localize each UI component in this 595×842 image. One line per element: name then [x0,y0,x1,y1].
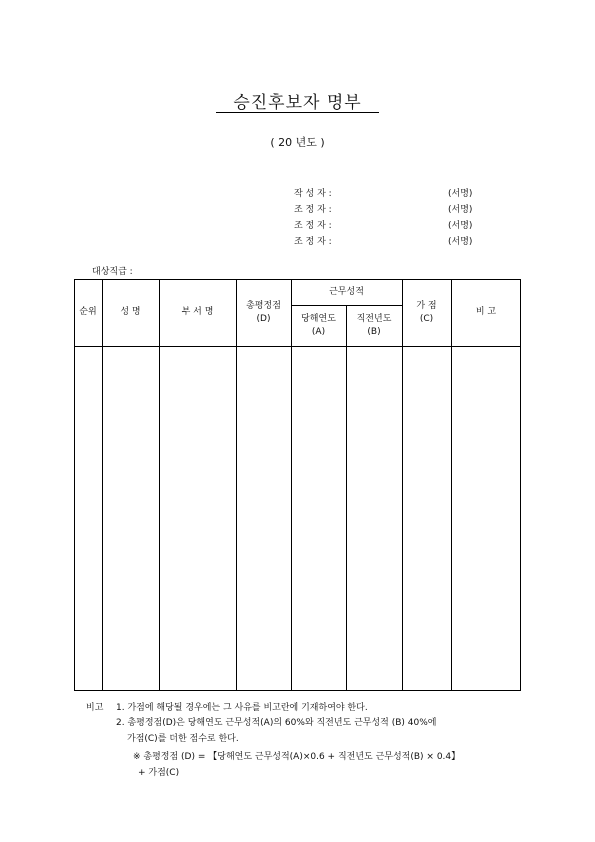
header-current-year [291,305,346,346]
header-total-score [236,279,291,346]
header-previous-year-label: 직전년도 [356,313,392,324]
signer-role: 조 정 자 : [294,237,332,247]
signer-row [294,234,494,248]
header-total-score-code: (D) [256,313,271,324]
note-line-3: 가점(C)를 더한 점수로 한다. [127,734,239,744]
target-grade-label: 대상직급 : [92,267,133,277]
formula-line-continued: + 가점(C) [138,768,180,778]
page-title: 승진후보자 명부 [233,93,362,113]
signature-seal: (서명) [448,189,473,199]
signature-seal: (서명) [448,205,473,215]
signature-seal: (서명) [448,237,473,247]
signer-role: 조 정 자 : [294,221,332,231]
column-divider [346,305,347,691]
header-bonus-code: (C) [419,313,434,324]
header-name: 성 명 [120,307,141,317]
header-current-year-label: 당해연도 [301,313,336,324]
header-remarks: 비 고 [475,307,497,317]
header-work-performance: 근무성적 [329,286,364,297]
header-total-score-label: 총평정점 [246,300,281,311]
header-department: 부 서 명 [181,307,214,317]
signer-row [294,186,494,200]
note-line-1: 1. 가점에 해당될 경우에는 그 사유를 비고란에 기재하여야 한다. [116,703,368,713]
year-line: ( 20 년도 ) [270,136,325,149]
note-line-2: 2. 총평정점(D)은 당해연도 근무성적(A)의 60%와 직전년도 근무성적 (B) 40%에 [116,718,437,728]
header-previous-year-code: (B) [367,326,381,337]
header-bonus [402,279,451,346]
header-bonus-label: 가 점 [416,300,437,311]
signature-seal: (서명) [448,221,473,231]
signer-row [294,202,494,216]
header-bottom-rule [74,346,521,347]
signer-role: 작 성 자 : [294,189,332,199]
header-current-year-code: (A) [311,326,326,337]
header-rank: 순위 [79,307,97,317]
header-previous-year [346,305,402,346]
title-underline [216,112,379,113]
notes-label: 비고 [86,703,104,713]
signer-role: 조 정 자 : [294,205,332,215]
formula-line: ※ 총평정점 (D) = 【당해연도 근무성적(A)×0.6 + 직전년도 근무성적(B) × 0.4】 [133,752,461,762]
signer-row [294,218,494,232]
